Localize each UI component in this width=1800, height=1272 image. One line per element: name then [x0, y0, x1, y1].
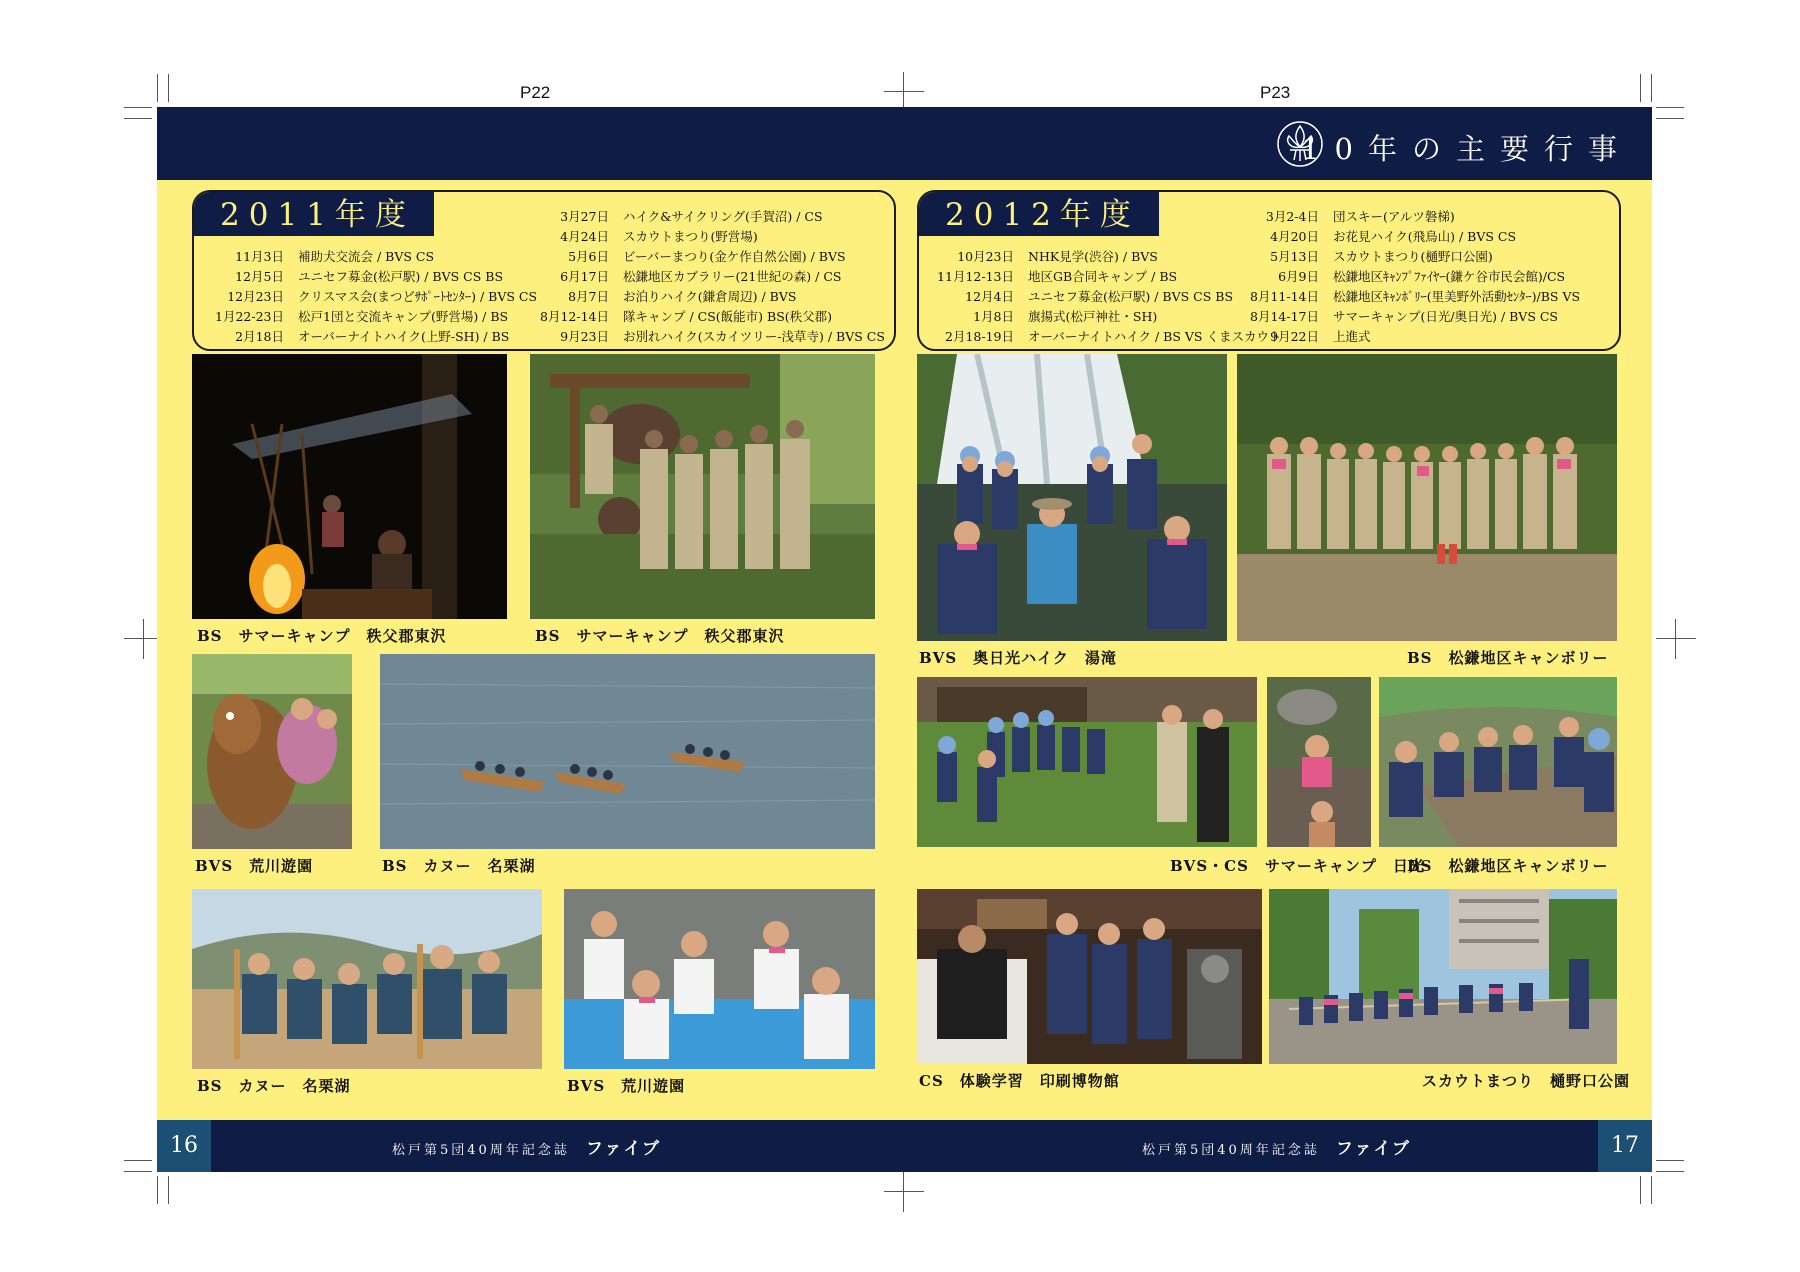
event-item: 10月23日 NHK見学(渋谷) / BVS — [957, 249, 1158, 264]
caption-canoe-lake: BS カヌー 名栗湖 — [382, 857, 536, 875]
caption-group-sign: BS サマーキャンプ 秩父郡東沢 — [535, 627, 785, 645]
event-item: 5月13日 スカウトまつり(樋野口公園) — [1270, 249, 1493, 264]
caption-picnic: BVS 荒川遊園 — [567, 1077, 686, 1095]
footer-publication-right: 松戸第5団40周年記念誌 ファイブ — [1142, 1139, 1411, 1159]
photo-waterfall-group — [917, 354, 1227, 641]
crop-mark — [124, 1171, 152, 1172]
event-item: 12月4日 ユニセフ募金(松戸駅) / BVS CS BS — [965, 289, 1234, 304]
crop-mark — [168, 74, 169, 102]
event-item: 1月8日 旗揚式(松戸神社・SH) — [973, 309, 1158, 324]
registration-mark — [884, 72, 924, 112]
event-item: 11月12-13日 地区GB合同キャンプ / BS — [937, 269, 1178, 284]
photo-jamboree-lunch — [1379, 677, 1617, 847]
photo-tug-of-war — [1269, 889, 1617, 1064]
event-item: 4月24日 スカウトまつり(野営場) — [560, 229, 758, 244]
photo-scouts-at-sign — [530, 354, 875, 619]
crop-mark — [1651, 74, 1652, 102]
crop-mark — [1656, 1171, 1684, 1172]
event-item: 1月22-23日 松戸1団と交流キャンプ(野営場) / BS — [215, 309, 509, 324]
event-item: 8月14-17日 サマーキャンプ(日光/奥日光) / BVS CS — [1250, 309, 1559, 324]
caption-waterfall: BVS 奥日光ハイク 湯滝 — [919, 649, 1117, 667]
event-item: 11月3日 補助犬交流会 / BVS CS — [235, 249, 435, 264]
crop-mark — [1640, 1176, 1641, 1204]
crop-mark — [1651, 1176, 1652, 1204]
caption-jamboree-group: BS 松鎌地区キャンボリー — [1407, 649, 1609, 667]
footer-bar — [157, 1120, 1652, 1172]
crop-mark — [1656, 107, 1684, 108]
event-item: 4月20日 お花見ハイク(飛鳥山) / BVS CS — [1270, 229, 1517, 244]
caption-summer-camp: BVS・CS サマーキャンプ 日光 — [1170, 857, 1425, 875]
caption-canoe-kids: BS カヌー 名栗湖 — [197, 1077, 351, 1095]
page-label-right: P23 — [1260, 83, 1291, 102]
caption-museum: CS 体験学習 印刷博物館 — [919, 1072, 1120, 1090]
page-heading: 10年の主要行事 — [1301, 132, 1632, 166]
crop-mark — [1656, 1160, 1684, 1161]
event-item: 5月6日 ビーバーまつり(金ケ作自然公園) / BVS — [568, 249, 846, 264]
event-item: 2月18日 オーバーナイトハイク(上野-SH) / BS — [235, 329, 510, 344]
photo-printing-museum — [917, 889, 1262, 1064]
event-item: 3月27日 ハイク&サイクリング(手賀沼) / CS — [560, 209, 823, 224]
event-item: 8月11-14日 松鎌地区ｷｬﾝﾎﾞﾘｰ(里美野外活動ｾﾝﾀｰ)/BS VS — [1250, 289, 1581, 304]
event-item: 2月18-19日 オーバーナイトハイク / BS VS くまスカウト — [945, 329, 1282, 344]
page-number-left: 16 — [157, 1120, 211, 1172]
caption-tug-of-war: スカウトまつり 樋野口公園 — [1422, 1072, 1631, 1090]
registration-mark — [884, 1172, 924, 1212]
event-item: 12月5日 ユニセフ募金(松戸駅) / BVS CS BS — [235, 269, 504, 284]
crop-mark — [157, 1176, 158, 1204]
photo-creek-play — [1267, 677, 1371, 847]
photo-night-campfire — [192, 354, 507, 619]
page-number-right: 17 — [1598, 1120, 1652, 1172]
event-item: 3月2-4日 団スキー(アルツ磐梯) — [1265, 209, 1455, 224]
caption-campfire: BS サマーキャンプ 秩父郡東沢 — [197, 627, 447, 645]
crop-mark — [124, 1160, 152, 1161]
photo-picnic — [564, 889, 875, 1069]
caption-jamboree-lunch: BS 松鎌地区キャンボリー — [1407, 857, 1609, 875]
photo-summer-camp-circle — [917, 677, 1257, 847]
registration-mark — [1656, 619, 1696, 659]
event-item: 6月9日 松鎌地区ｷｬﾝﾌﾟﾌｧｲﾔｰ(鎌ケ谷市民会館)/CS — [1278, 269, 1566, 284]
event-item: 9月22日 上進式 — [1270, 329, 1371, 344]
crop-mark — [124, 118, 152, 119]
photo-horse-statue — [192, 654, 352, 849]
photo-canoe-lake — [380, 654, 875, 849]
year-banner-2011: 2011年度 — [194, 192, 434, 236]
header-bar — [157, 107, 1652, 180]
crop-mark — [1640, 74, 1641, 102]
footer-publication-left: 松戸第5団40周年記念誌 ファイブ — [392, 1139, 661, 1159]
crop-mark — [124, 107, 152, 108]
crop-mark — [157, 74, 158, 102]
event-item: 9月23日 お別れハイク(スカイツリー-浅草寺) / BVS CS — [560, 329, 885, 344]
schedule-box-2012 — [917, 190, 1621, 351]
crop-mark — [168, 1176, 169, 1204]
magazine-spread — [157, 107, 1652, 1172]
schedule-box-2011 — [192, 190, 896, 351]
photo-kids-with-paddles — [192, 889, 542, 1069]
event-item: 12月23日 クリスマス会(まつどｻﾎﾟｰﾄｾﾝﾀｰ) / BVS CS — [227, 289, 538, 304]
page-label-left: P22 — [520, 83, 551, 102]
event-item: 8月7日 お泊りハイク(鎌倉周辺) / BVS — [568, 289, 797, 304]
crop-mark — [1656, 118, 1684, 119]
event-item: 6月17日 松鎌地区カブラリー(21世紀の森) / CS — [560, 269, 842, 284]
event-item: 8月12-14日 隊キャンプ / CS(飯能市) BS(秩父郡) — [540, 309, 833, 324]
year-banner-2012: 2012年度 — [919, 192, 1159, 236]
caption-horse: BVS 荒川遊園 — [195, 857, 314, 875]
photo-jamboree-group — [1237, 354, 1617, 641]
